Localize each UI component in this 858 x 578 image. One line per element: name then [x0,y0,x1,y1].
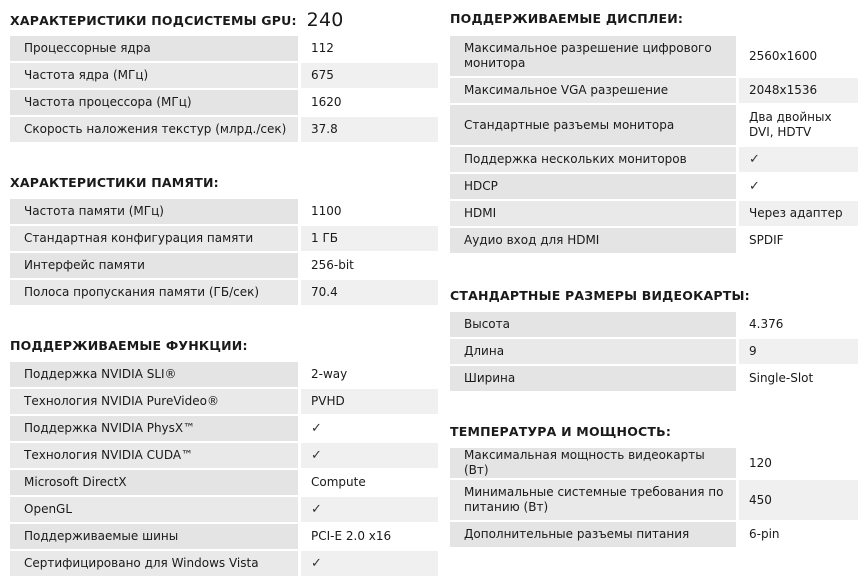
dimensions-spec-table [450,312,858,393]
spec-value: PCI-E 2.0 x16 [301,524,438,551]
spec-label: Минимальные системные требования по питанию (Вт) [450,480,739,522]
spec-label: Полоса пропускания памяти (ГБ/сек) [10,280,301,307]
spec-label: Интерфейс памяти [10,253,301,280]
gpu-model-number: 240 [306,9,344,31]
memory-section-title: ХАРАКТЕРИСТИКИ ПАМЯТИ: [10,175,219,190]
spec-value: 675 [301,63,438,90]
spec-value: 70.4 [301,280,438,307]
table-row [10,443,438,470]
spec-label: Частота памяти (МГц) [10,199,301,226]
table-row [10,497,438,524]
dimensions-section-title: СТАНДАРТНЫЕ РАЗМЕРЫ ВИДЕОКАРТЫ: [450,288,750,303]
spec-label: Частота процессора (МГц) [10,90,301,117]
spec-label: Стандартные разъемы монитора [450,105,739,147]
table-row [450,36,858,78]
table-row [450,147,858,174]
table-row [10,199,438,226]
spec-value: Single-Slot [739,366,858,393]
table-row [10,36,438,63]
features-spec-table [10,362,438,578]
spec-value: 1100 [301,199,438,226]
displays-section-title: ПОДДЕРЖИВАЕМЫЕ ДИСПЛЕИ: [450,11,684,26]
spec-label: Сертифицировано для Windows Vista [10,551,301,578]
power-spec-table [450,448,858,549]
table-row [450,228,858,255]
spec-label: OpenGL [10,497,301,524]
spec-value: Compute [301,470,438,497]
table-row [10,524,438,551]
spec-label: Максимальное VGA разрешение [450,78,739,105]
spec-value: 112 [301,36,438,63]
table-row [450,201,858,228]
gpu-section-heading: ХАРАКТЕРИСТИКИ ПОДСИСТЕМЫ GPU: [10,13,297,28]
spec-value: 2048x1536 [739,78,858,105]
check-icon: ✓ [739,174,858,201]
features-section-title: ПОДДЕРЖИВАЕМЫЕ ФУНКЦИИ: [10,338,248,353]
spec-label: Поддержка нескольких мониторов [450,147,739,174]
spec-value: 120 [739,448,858,480]
table-row [450,78,858,105]
table-row [450,480,858,522]
spec-label: HDCP [450,174,739,201]
check-icon: ✓ [301,416,438,443]
table-row [10,389,438,416]
table-row [450,174,858,201]
spec-value: SPDIF [739,228,858,255]
spec-value: 2560x1600 [739,36,858,78]
table-row [10,117,438,144]
spec-label: Поддержка NVIDIA PhysX™ [10,416,301,443]
gpu-spec-table [10,36,438,144]
spec-label: Скорость наложения текстур (млрд./сек) [10,117,301,144]
spec-label: Стандартная конфигурация памяти [10,226,301,253]
spec-label: Поддерживаемые шины [10,524,301,551]
check-icon: ✓ [301,497,438,524]
table-row [10,416,438,443]
spec-value: 256-bit [301,253,438,280]
spec-label: Высота [450,312,739,339]
spec-value: 450 [739,480,858,522]
spec-label: Ширина [450,366,739,393]
spec-value: 9 [739,339,858,366]
table-row [10,280,438,307]
table-row [450,105,858,147]
spec-value: 1620 [301,90,438,117]
table-row [10,226,438,253]
table-row [450,312,858,339]
spec-label: Аудио вход для HDMI [450,228,739,255]
spec-label: Microsoft DirectX [10,470,301,497]
table-row [450,448,858,480]
spec-label: Процессорные ядра [10,36,301,63]
table-row [10,362,438,389]
spec-label: Длина [450,339,739,366]
table-row [10,63,438,90]
table-row [450,522,858,549]
check-icon: ✓ [301,551,438,578]
spec-label: Частота ядра (МГц) [10,63,301,90]
check-icon: ✓ [301,443,438,470]
spec-value: Через адаптер [739,201,858,228]
spec-value: 4.376 [739,312,858,339]
table-row [10,90,438,117]
gpu-section-title [10,8,344,30]
spec-value: PVHD [301,389,438,416]
spec-value: 37.8 [301,117,438,144]
spec-label: Дополнительные разъемы питания [450,522,739,549]
memory-spec-table [10,199,438,307]
spec-value: 1 ГБ [301,226,438,253]
table-row [450,339,858,366]
check-icon: ✓ [739,147,858,174]
spec-label: Максимальное разрешение цифрового монитора [450,36,739,78]
spec-value: 6-pin [739,522,858,549]
table-row [10,551,438,578]
spec-value: 2-way [301,362,438,389]
power-section-title: ТЕМПЕРАТУРА И МОЩНОСТЬ: [450,424,672,439]
table-row [10,470,438,497]
spec-value: Два двойных DVI, HDTV [739,105,858,147]
table-row [450,366,858,393]
spec-label: Технология NVIDIA CUDA™ [10,443,301,470]
spec-label: HDMI [450,201,739,228]
displays-spec-table [450,36,858,255]
spec-label: Максимальная мощность видеокарты (Вт) [450,448,739,480]
table-row [10,253,438,280]
spec-label: Технология NVIDIA PureVideo® [10,389,301,416]
spec-label: Поддержка NVIDIA SLI® [10,362,301,389]
